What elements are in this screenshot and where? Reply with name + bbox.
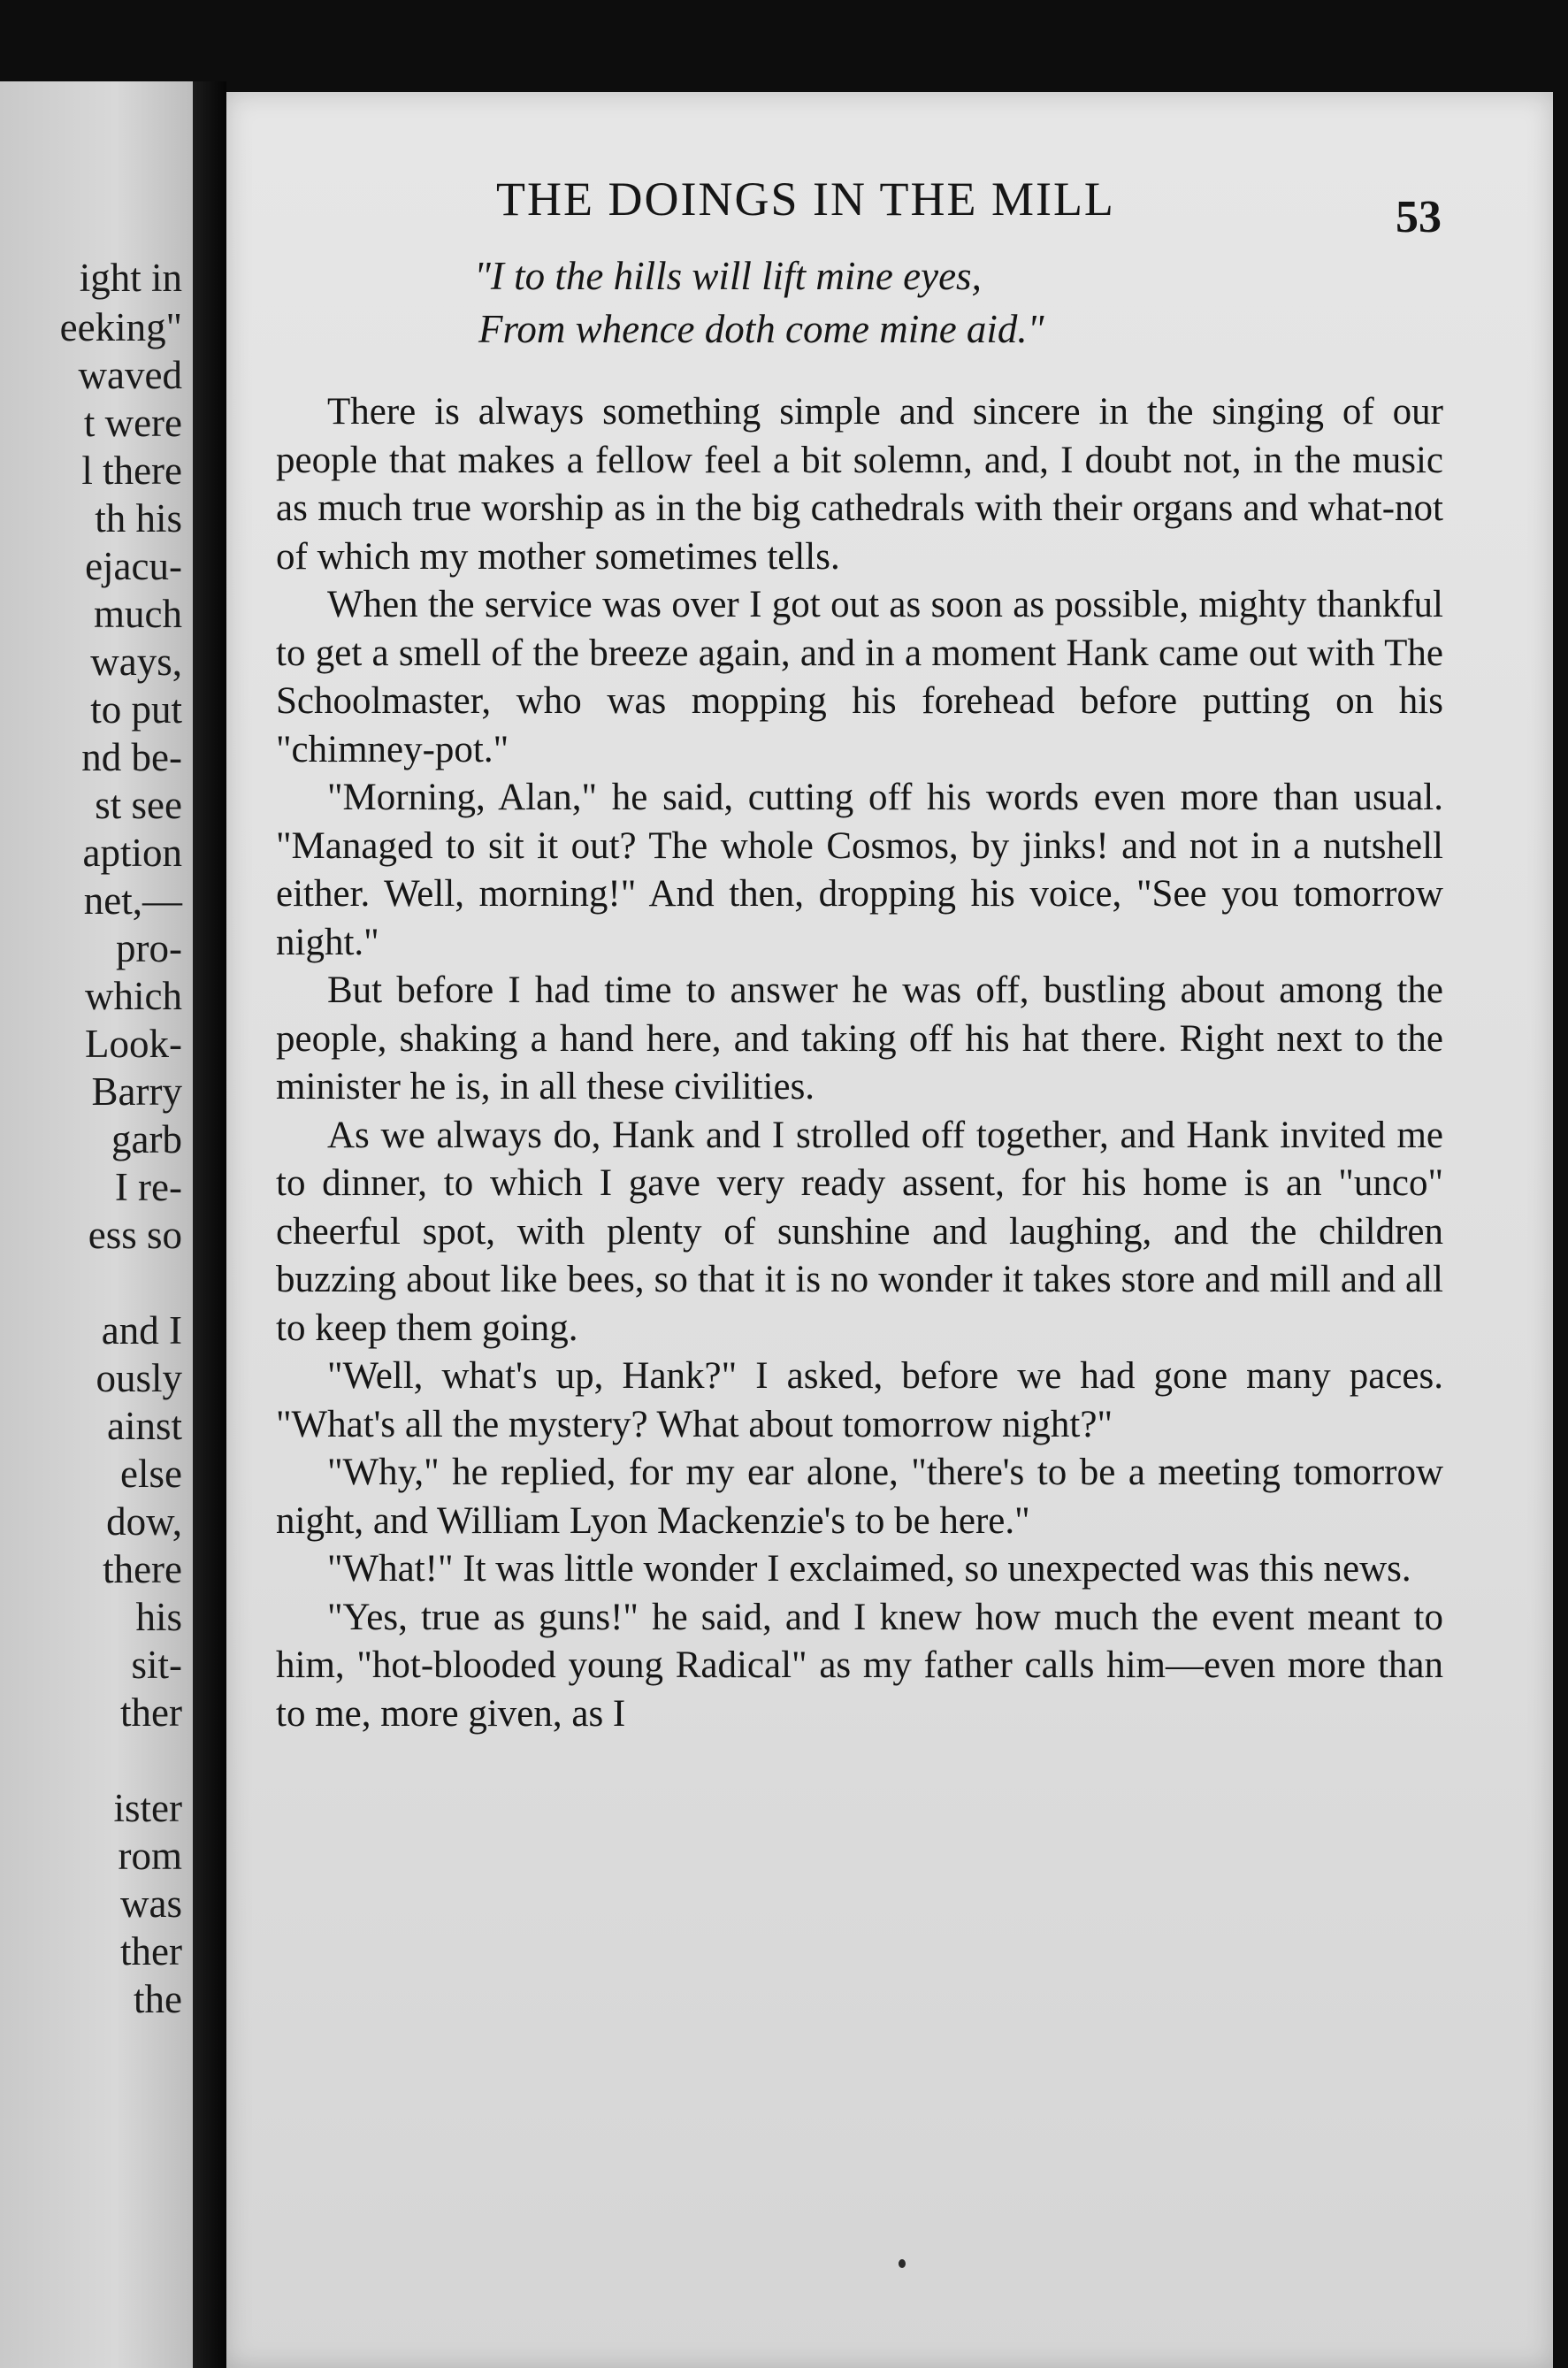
left-line: ejacu- bbox=[85, 544, 182, 588]
left-line: sit- bbox=[131, 1643, 182, 1687]
left-line: nd be- bbox=[81, 735, 182, 779]
paragraph: "Yes, true as guns!" he said, and I knew how much the event meant to him, "hot-blooded young Radical" as my father calls him—even more than to me, more given, as I bbox=[276, 1596, 1443, 1735]
paragraph: But before I had time to answer he was off, bustling about among the people, shaking a hand here, and taking off his hat there. Right next to the minister he is, in all these civilities. bbox=[276, 969, 1443, 1107]
body-text bbox=[276, 388, 1443, 1738]
left-line: was bbox=[120, 1881, 182, 1926]
left-line: st see bbox=[95, 783, 182, 827]
left-line: net,— bbox=[83, 878, 182, 923]
running-head: THE DOINGS IN THE MILL bbox=[496, 172, 1115, 226]
left-line: aption bbox=[82, 831, 182, 875]
left-line: which bbox=[85, 974, 182, 1018]
left-line: and I bbox=[101, 1308, 182, 1353]
left-line: l there bbox=[81, 448, 182, 493]
paragraph: As we always do, Hank and I strolled off together, and Hank invited me to dinner, to which I gave very ready assent, for his home is an "unco" cheerful spot, with plenty of sunshine and laughing, and the children buzzing about like bees, so that it is no wonder it takes store and mill and all to keep them going. bbox=[276, 1114, 1443, 1349]
book-gutter bbox=[193, 81, 226, 2368]
left-line: ther bbox=[120, 1690, 182, 1735]
left-line: Look- bbox=[85, 1022, 182, 1066]
page-number: 53 bbox=[1396, 192, 1442, 242]
left-line: pro- bbox=[116, 926, 182, 970]
left-line: the bbox=[134, 1977, 182, 2021]
epigraph-line: From whence doth come mine aid." bbox=[478, 307, 1044, 351]
left-line: his bbox=[135, 1595, 182, 1639]
left-line: ight in bbox=[79, 256, 182, 300]
left-line: to put bbox=[90, 687, 182, 732]
paragraph: When the service was over I got out as soon as possible, mighty thankful to get a smell of the breeze again, and in a moment Hank came out with The Schoolmaster, who was mopping his forehead before putting on his "chimney-pot." bbox=[276, 584, 1443, 770]
epigraph bbox=[474, 249, 1270, 356]
left-line: ways, bbox=[90, 640, 182, 684]
left-line: ainst bbox=[107, 1404, 182, 1448]
left-line: ther bbox=[120, 1929, 182, 1973]
left-line: else bbox=[120, 1452, 182, 1496]
left-line: t were bbox=[83, 401, 182, 445]
left-line: ister bbox=[113, 1786, 182, 1830]
left-line: dow, bbox=[106, 1499, 182, 1544]
right-page bbox=[226, 92, 1553, 2368]
left-line: much bbox=[94, 592, 182, 636]
left-line: ess so bbox=[88, 1213, 182, 1257]
left-line: I re- bbox=[114, 1165, 182, 1209]
left-line: garb bbox=[111, 1117, 182, 1161]
left-page-fragment bbox=[0, 81, 193, 2368]
left-line: th his bbox=[95, 496, 182, 540]
paragraph: "Well, what's up, Hank?" I asked, before we had gone many paces. "What's all the mystery? What about tomorrow night?" bbox=[276, 1355, 1443, 1445]
left-line: ously bbox=[96, 1356, 182, 1400]
paragraph: "Morning, Alan," he said, cutting off his words even more than usual. "Managed to sit it out? The whole Cosmos, by jinks! and not in a nutshell either. Well, morning!" And then, dropping his voice, "See you tomorrow night." bbox=[276, 777, 1443, 963]
epigraph-line: "I to the hills will lift mine eyes, bbox=[474, 254, 982, 298]
paragraph: There is always something simple and sincere in the singing of our people that makes a fellow feel a bit solemn, and, I doubt not, in the music as much true worship as in the big cathedrals with their organs and what-not of which my mother sometimes tells. bbox=[276, 391, 1443, 578]
left-line: waved bbox=[78, 353, 182, 397]
left-line: Barry bbox=[91, 1069, 182, 1114]
ink-speck bbox=[899, 2259, 906, 2268]
paragraph: "Why," he replied, for my ear alone, "there's to be a meeting tomorrow night, and William Lyon Mackenzie's to be here." bbox=[276, 1452, 1443, 1542]
left-line: rom bbox=[118, 1834, 182, 1878]
paragraph: "What!" It was little wonder I exclaimed, so unexpected was this news. bbox=[327, 1548, 1411, 1590]
left-line: eeking" bbox=[59, 305, 182, 349]
left-line: there bbox=[103, 1547, 182, 1591]
